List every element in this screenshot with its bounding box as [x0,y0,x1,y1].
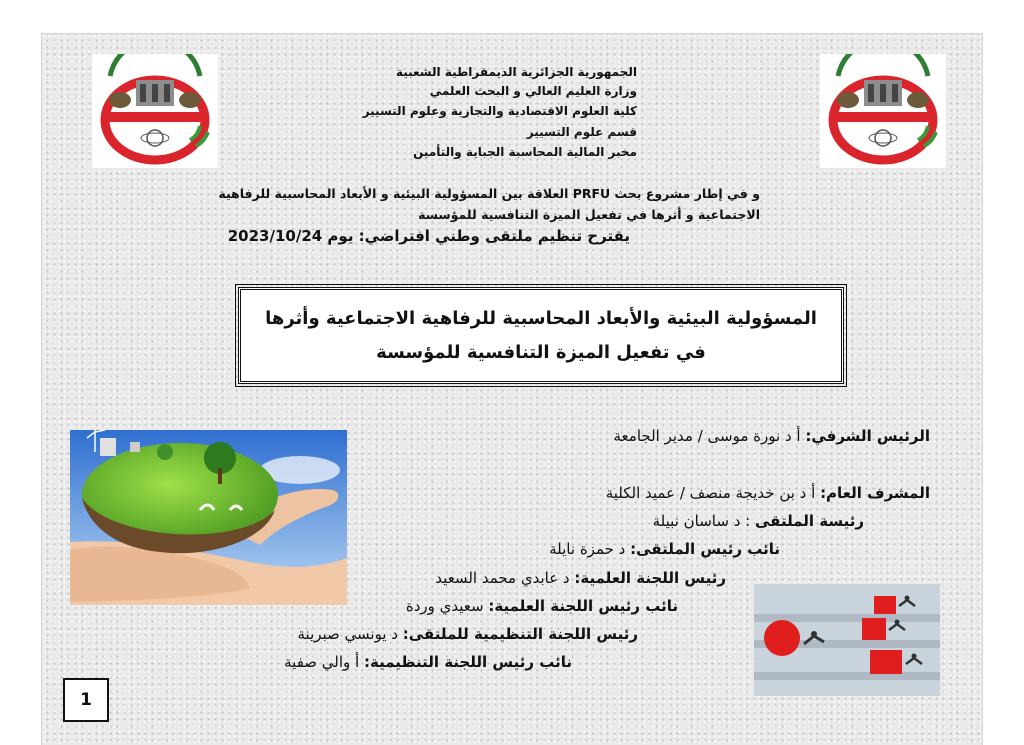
intro-line-1: و في إطار مشروع بحث PRFU العلاقة بين المسؤولية البيئية و الأبعاد المحاسبية للرفاهية [218,186,760,201]
page-number: 1 [63,678,109,722]
committee-role: المشرف العام: [820,484,930,502]
intro-line-2: الاجتماعية و أثرها في تفعيل الميزة التنافسية للمؤسسة [418,207,760,222]
committee-role: نائب رئيس اللجنة العلمية: [488,597,678,615]
header-line-republic: الجمهورية الجزائرية الديمقراطية الشعبية [395,65,637,79]
committee-organizing-vice-president [284,653,572,671]
committee-role: الرئيس الشرفي: [805,427,930,445]
conference-title: المسؤولية البيئية والأبعاد المحاسبية للرفاهية الاجتماعية وأثرها في تفعيل الميزة التنافسية للمؤسسة [265,307,817,363]
header-line-laboratory: مخبر المالية المحاسبة الجباية والتأمين [413,145,637,159]
committee-honorary-president [614,427,930,445]
committee-member-name: د عابدي محمد السعيد [435,569,575,587]
hand-holding-earth-photo [70,430,347,605]
conference-title-box [238,287,844,384]
committee-conference-president [653,512,864,530]
committee-member-name: د حمزة نايلة [549,540,631,558]
committee-scientific-vice-president [406,597,678,615]
committee-role: رئيس اللجنة التنظيمية للملتقى: [402,625,638,643]
document-page [42,34,982,745]
university-logo-left [92,54,218,168]
committee-organizing-president [298,625,639,643]
committee-role: نائب رئيس الملتقى: [630,540,780,558]
intro-line-date: يقترح تنظيم ملتقى وطني افتراضي: يوم 2023/10/24 [227,227,630,245]
committee-member-name: د يونسي صبرينة [297,625,403,643]
committee-vice-president [549,540,780,558]
committee-role: نائب رئيس اللجنة التنظيمية: [364,653,572,671]
pushing-blocks-illustration [754,584,940,696]
university-logo-right [820,54,946,168]
committee-scientific-president [435,569,726,587]
header-line-ministry: وزارة العليم العالي و البحث العلمي [429,84,637,98]
committee-member-name: أ والي صفية [284,653,364,671]
committee-member-name: أ د نورة موسى / مدير الجامعة [613,427,806,445]
committee-role: رئيسة الملتقى [754,512,864,530]
committee-member-name: سعيدي وردة [405,597,489,615]
committee-general-supervisor [606,484,930,502]
committee-member-name: أ د بن خديجة منصف / عميد الكلية [605,484,821,502]
header-line-department: قسم علوم التسيير [526,125,637,139]
committee-role: رئيس اللجنة العلمية: [574,569,726,587]
header-line-faculty: كلية العلوم الاقتصادية والتجارية وعلوم التسيير [362,104,637,118]
committee-member-name: : د ساسان نبيلة [652,512,755,530]
